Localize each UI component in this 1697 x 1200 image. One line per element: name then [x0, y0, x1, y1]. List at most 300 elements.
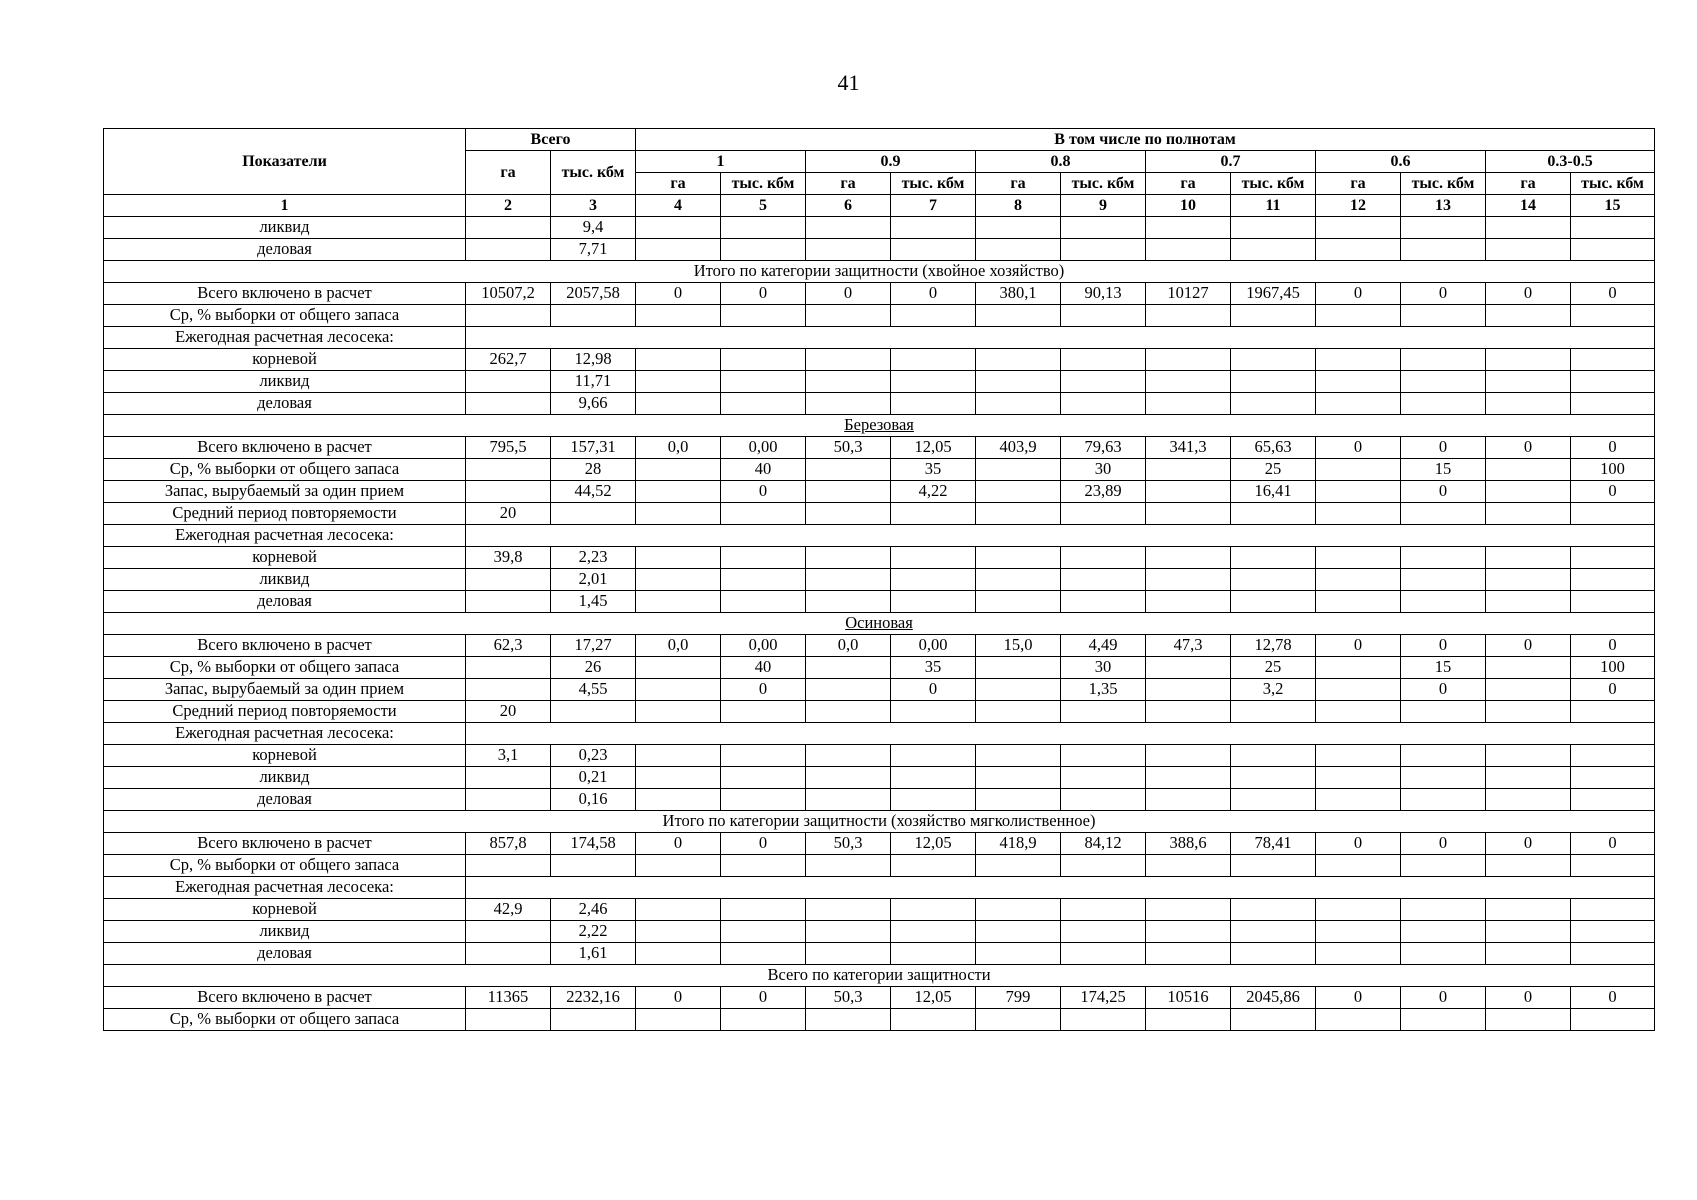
- table-cell: [806, 305, 891, 327]
- table-cell: [466, 1009, 551, 1031]
- table-cell: [1316, 569, 1401, 591]
- table-cell: [1571, 305, 1655, 327]
- table-cell: [976, 547, 1061, 569]
- table-cell: [976, 943, 1061, 965]
- table-cell: 26: [551, 657, 636, 679]
- table-cell: 0,21: [551, 767, 636, 789]
- table-cell: 10127: [1146, 283, 1231, 305]
- table-row: [104, 459, 1655, 481]
- table-cell: 50,3: [806, 437, 891, 459]
- table-cell: [1146, 943, 1231, 965]
- table-cell: [1316, 371, 1401, 393]
- table-cell: 40: [721, 459, 806, 481]
- section-header-row: [104, 965, 1655, 987]
- table-cell: 403,9: [976, 437, 1061, 459]
- table-cell: [891, 503, 976, 525]
- col-number: 13: [1401, 195, 1486, 217]
- table-cell: [806, 481, 891, 503]
- header-tkbm: тыс. кбм: [1061, 173, 1146, 195]
- empty-span-cell: [466, 723, 1655, 745]
- table-row: [104, 503, 1655, 525]
- table-cell: [1401, 503, 1486, 525]
- table-cell: [1571, 767, 1655, 789]
- table-cell: [1486, 789, 1571, 811]
- table-cell: 12,78: [1231, 635, 1316, 657]
- table-row: [104, 679, 1655, 701]
- table-cell: [976, 745, 1061, 767]
- table-cell: 3,2: [1231, 679, 1316, 701]
- table-cell: 0: [1571, 283, 1655, 305]
- table-cell: [636, 459, 721, 481]
- table-cell: [806, 503, 891, 525]
- table-cell: [721, 305, 806, 327]
- table-body: [104, 217, 1655, 1031]
- row-label: Всего включено в расчет: [104, 437, 466, 459]
- table-cell: 20: [466, 503, 551, 525]
- row-label: Ежегодная расчетная лесосека:: [104, 877, 466, 899]
- section-title: [104, 965, 1655, 987]
- table-cell: 0: [1401, 283, 1486, 305]
- table-cell: [1316, 591, 1401, 613]
- table-cell: [1146, 789, 1231, 811]
- table-cell: [1316, 701, 1401, 723]
- row-label: ликвид: [104, 767, 466, 789]
- table-cell: [1231, 943, 1316, 965]
- row-label: Всего включено в расчет: [104, 987, 466, 1009]
- table-row: [104, 591, 1655, 613]
- empty-span-cell: [466, 327, 1655, 349]
- table-cell: 388,6: [1146, 833, 1231, 855]
- table-cell: [1061, 767, 1146, 789]
- table-cell: [976, 239, 1061, 261]
- table-cell: [1401, 701, 1486, 723]
- table-row: [104, 789, 1655, 811]
- table-cell: 0: [636, 987, 721, 1009]
- table-cell: 0: [1571, 635, 1655, 657]
- table-cell: [1486, 943, 1571, 965]
- table-cell: [891, 1009, 976, 1031]
- table-row: [104, 767, 1655, 789]
- table-cell: [806, 921, 891, 943]
- table-cell: 50,3: [806, 987, 891, 1009]
- table-cell: [1486, 305, 1571, 327]
- header-density: 0.7: [1146, 151, 1316, 173]
- table-cell: [1571, 371, 1655, 393]
- row-label: деловая: [104, 239, 466, 261]
- table-cell: [1486, 657, 1571, 679]
- table-cell: [1486, 679, 1571, 701]
- table-cell: [466, 305, 551, 327]
- table-cell: [1061, 503, 1146, 525]
- table-cell: [1061, 547, 1146, 569]
- row-label: Ср, % выборки от общего запаса: [104, 459, 466, 481]
- table-cell: [551, 1009, 636, 1031]
- table-cell: [1571, 503, 1655, 525]
- table-cell: [1146, 503, 1231, 525]
- row-label: Запас, вырубаемый за один прием: [104, 481, 466, 503]
- table-cell: 0: [1401, 481, 1486, 503]
- table-cell: [891, 921, 976, 943]
- table-cell: [1061, 899, 1146, 921]
- table-cell: [1061, 855, 1146, 877]
- table-row: [104, 569, 1655, 591]
- table-cell: [1146, 481, 1231, 503]
- table-cell: [636, 789, 721, 811]
- table-cell: [1571, 393, 1655, 415]
- col-number: 4: [636, 195, 721, 217]
- table-cell: [1571, 701, 1655, 723]
- header-total-ha: га: [466, 151, 551, 195]
- table-cell: [976, 767, 1061, 789]
- table-cell: [721, 1009, 806, 1031]
- table-cell: [976, 899, 1061, 921]
- table-cell: [1571, 239, 1655, 261]
- table-cell: 0: [1401, 635, 1486, 657]
- table-cell: [1231, 547, 1316, 569]
- table-header: [104, 129, 1655, 217]
- section-header-row: [104, 415, 1655, 437]
- header-tkbm: тыс. кбм: [891, 173, 976, 195]
- section-title-text: Итого по категории защитности (хозяйство мягколиственное): [662, 811, 1096, 831]
- table-cell: [1571, 349, 1655, 371]
- section-title: [104, 415, 1655, 437]
- header-ha: га: [1316, 173, 1401, 195]
- table-cell: 84,12: [1061, 833, 1146, 855]
- table-cell: [1231, 569, 1316, 591]
- table-cell: [976, 305, 1061, 327]
- table-cell: 65,63: [1231, 437, 1316, 459]
- table-cell: 4,55: [551, 679, 636, 701]
- table-cell: 0: [721, 283, 806, 305]
- table-cell: [636, 305, 721, 327]
- header-tkbm: тыс. кбм: [1231, 173, 1316, 195]
- table-cell: [1316, 679, 1401, 701]
- table-cell: [466, 459, 551, 481]
- table-cell: 0,00: [721, 635, 806, 657]
- table-cell: 25: [1231, 459, 1316, 481]
- table-cell: [1146, 349, 1231, 371]
- table-cell: 7,71: [551, 239, 636, 261]
- table-cell: [806, 459, 891, 481]
- table-cell: 1,61: [551, 943, 636, 965]
- table-cell: [1231, 789, 1316, 811]
- row-label: Ежегодная расчетная лесосека:: [104, 525, 466, 547]
- col-number: 9: [1061, 195, 1146, 217]
- row-label: Ср, % выборки от общего запаса: [104, 657, 466, 679]
- col-number: 1: [104, 195, 466, 217]
- table-cell: [466, 239, 551, 261]
- table-cell: 0: [1486, 833, 1571, 855]
- table-cell: [1486, 569, 1571, 591]
- table-cell: [976, 371, 1061, 393]
- table-cell: [1571, 569, 1655, 591]
- table-cell: [1231, 767, 1316, 789]
- table-cell: [721, 217, 806, 239]
- table-cell: [1061, 305, 1146, 327]
- table-cell: 20: [466, 701, 551, 723]
- table-cell: [721, 393, 806, 415]
- table-cell: [1401, 899, 1486, 921]
- table-cell: 17,27: [551, 635, 636, 657]
- table-cell: [466, 679, 551, 701]
- table-cell: [636, 745, 721, 767]
- table-cell: 2,23: [551, 547, 636, 569]
- table-cell: [721, 371, 806, 393]
- header-tkbm: тыс. кбм: [1571, 173, 1655, 195]
- table-cell: 11365: [466, 987, 551, 1009]
- table-cell: [891, 943, 976, 965]
- table-cell: [891, 349, 976, 371]
- table-cell: 2,46: [551, 899, 636, 921]
- table-row: [104, 745, 1655, 767]
- table-cell: [721, 569, 806, 591]
- row-label: деловая: [104, 591, 466, 613]
- section-title: [104, 811, 1655, 833]
- table-cell: 0: [806, 283, 891, 305]
- table-cell: [636, 921, 721, 943]
- table-row: [104, 371, 1655, 393]
- table-cell: [1146, 745, 1231, 767]
- table-cell: [636, 547, 721, 569]
- table-cell: [1571, 789, 1655, 811]
- table-cell: 2057,58: [551, 283, 636, 305]
- row-label: Всего включено в расчет: [104, 833, 466, 855]
- header-tkbm: тыс. кбм: [721, 173, 806, 195]
- table-cell: 100: [1571, 657, 1655, 679]
- row-label: Средний период повторяемости: [104, 503, 466, 525]
- table-row: [104, 833, 1655, 855]
- table-cell: 15: [1401, 657, 1486, 679]
- table-cell: 0,00: [721, 437, 806, 459]
- table-row: [104, 1009, 1655, 1031]
- table-cell: [891, 855, 976, 877]
- table-cell: [1061, 921, 1146, 943]
- table-cell: 12,05: [891, 437, 976, 459]
- row-label: Ср, % выборки от общего запаса: [104, 1009, 466, 1031]
- table-cell: 100: [1571, 459, 1655, 481]
- table-cell: [1571, 591, 1655, 613]
- table-cell: [1316, 789, 1401, 811]
- table-cell: [976, 679, 1061, 701]
- table-cell: [976, 393, 1061, 415]
- table-cell: [1231, 921, 1316, 943]
- table-cell: [1316, 349, 1401, 371]
- table-cell: [1316, 481, 1401, 503]
- table-cell: [1146, 855, 1231, 877]
- table-cell: [806, 1009, 891, 1031]
- table-cell: [1571, 547, 1655, 569]
- row-label: Запас, вырубаемый за один прием: [104, 679, 466, 701]
- table-cell: [1316, 745, 1401, 767]
- table-row: [104, 635, 1655, 657]
- section-title: [104, 261, 1655, 283]
- table-cell: 0: [1401, 833, 1486, 855]
- table-cell: [551, 701, 636, 723]
- table-cell: [806, 789, 891, 811]
- table-cell: [976, 569, 1061, 591]
- table-cell: 50,3: [806, 833, 891, 855]
- section-header-row: [104, 261, 1655, 283]
- table-cell: [721, 899, 806, 921]
- table-cell: [466, 591, 551, 613]
- table-row: [104, 921, 1655, 943]
- table-cell: [1571, 217, 1655, 239]
- table-cell: [806, 855, 891, 877]
- table-cell: [636, 899, 721, 921]
- table-cell: [721, 349, 806, 371]
- table-cell: [636, 767, 721, 789]
- table-cell: [466, 371, 551, 393]
- table-cell: 799: [976, 987, 1061, 1009]
- table-cell: [806, 943, 891, 965]
- table-cell: [891, 547, 976, 569]
- table-cell: 0,0: [636, 437, 721, 459]
- row-label: Ср, % выборки от общего запаса: [104, 855, 466, 877]
- table-cell: [1146, 239, 1231, 261]
- table-cell: [806, 569, 891, 591]
- table-cell: 0: [1571, 679, 1655, 701]
- subheading-row: [104, 327, 1655, 349]
- table-cell: [1486, 217, 1571, 239]
- section-title-text: Осиновая: [845, 613, 913, 633]
- table-cell: [891, 217, 976, 239]
- table-cell: 262,7: [466, 349, 551, 371]
- table-cell: [976, 217, 1061, 239]
- table-cell: [1231, 393, 1316, 415]
- table-cell: [1146, 1009, 1231, 1031]
- header-tkbm: тыс. кбм: [1401, 173, 1486, 195]
- table-cell: [976, 855, 1061, 877]
- table-cell: [1486, 855, 1571, 877]
- table-cell: [1486, 371, 1571, 393]
- col-number: 2: [466, 195, 551, 217]
- row-label: Средний период повторяемости: [104, 701, 466, 723]
- table-cell: [1401, 393, 1486, 415]
- table-cell: 2,22: [551, 921, 636, 943]
- table-row: [104, 547, 1655, 569]
- table-cell: 0: [721, 481, 806, 503]
- table-cell: [1146, 569, 1231, 591]
- table-cell: [806, 657, 891, 679]
- table-row: [104, 283, 1655, 305]
- table-cell: [636, 371, 721, 393]
- table-cell: [721, 503, 806, 525]
- table-cell: [466, 921, 551, 943]
- table-cell: 44,52: [551, 481, 636, 503]
- table-cell: 174,25: [1061, 987, 1146, 1009]
- table-cell: 857,8: [466, 833, 551, 855]
- table-cell: 0: [1486, 283, 1571, 305]
- table-cell: [1486, 1009, 1571, 1031]
- table-cell: [1061, 371, 1146, 393]
- row-label: корневой: [104, 745, 466, 767]
- table-cell: [466, 943, 551, 965]
- table-cell: 0: [1571, 437, 1655, 459]
- header-total: Всего: [466, 129, 636, 151]
- table-cell: [1486, 349, 1571, 371]
- table-cell: [1231, 1009, 1316, 1031]
- table-cell: 174,58: [551, 833, 636, 855]
- table-cell: [806, 239, 891, 261]
- empty-span-cell: [466, 877, 1655, 899]
- col-number: 12: [1316, 195, 1401, 217]
- table-cell: 9,4: [551, 217, 636, 239]
- table-cell: [636, 701, 721, 723]
- table-cell: [1571, 855, 1655, 877]
- col-number: 8: [976, 195, 1061, 217]
- table-cell: [891, 305, 976, 327]
- table-cell: [1231, 239, 1316, 261]
- table-cell: [1231, 855, 1316, 877]
- table-cell: [551, 855, 636, 877]
- table-cell: [891, 569, 976, 591]
- table-row: [104, 987, 1655, 1009]
- table-cell: 0: [1571, 481, 1655, 503]
- table-cell: [1231, 349, 1316, 371]
- table-cell: [636, 217, 721, 239]
- table-cell: [636, 591, 721, 613]
- table-cell: [1231, 899, 1316, 921]
- table-cell: [1401, 591, 1486, 613]
- header-ha: га: [636, 173, 721, 195]
- table-cell: 380,1: [976, 283, 1061, 305]
- table-cell: [891, 789, 976, 811]
- table-cell: 11,71: [551, 371, 636, 393]
- header-ha: га: [806, 173, 891, 195]
- table-cell: [1401, 239, 1486, 261]
- table-cell: [1316, 1009, 1401, 1031]
- table-cell: [1146, 459, 1231, 481]
- table-cell: [551, 305, 636, 327]
- table-cell: 0: [1401, 987, 1486, 1009]
- table-cell: [1401, 217, 1486, 239]
- table-cell: [1486, 921, 1571, 943]
- table-cell: [721, 921, 806, 943]
- table-cell: 0: [891, 679, 976, 701]
- table-cell: [1231, 701, 1316, 723]
- table-cell: 40: [721, 657, 806, 679]
- table-cell: 10516: [1146, 987, 1231, 1009]
- table-cell: 0: [891, 283, 976, 305]
- table-cell: [891, 767, 976, 789]
- empty-span-cell: [466, 525, 1655, 547]
- table-cell: 39,8: [466, 547, 551, 569]
- col-number: 11: [1231, 195, 1316, 217]
- table-cell: [1316, 657, 1401, 679]
- table-cell: [466, 569, 551, 591]
- table-cell: [1146, 767, 1231, 789]
- table-cell: [636, 657, 721, 679]
- table-cell: [1486, 745, 1571, 767]
- table-cell: [466, 855, 551, 877]
- row-label: Всего включено в расчет: [104, 635, 466, 657]
- table-row: [104, 217, 1655, 239]
- table-cell: [891, 591, 976, 613]
- table-cell: [1316, 305, 1401, 327]
- table-cell: [806, 767, 891, 789]
- table-row: [104, 349, 1655, 371]
- table-cell: [1401, 1009, 1486, 1031]
- col-number: 10: [1146, 195, 1231, 217]
- table-cell: [1486, 459, 1571, 481]
- table-cell: [1401, 789, 1486, 811]
- table-cell: [636, 239, 721, 261]
- table-cell: [1401, 349, 1486, 371]
- table-row: [104, 437, 1655, 459]
- table-cell: 1,45: [551, 591, 636, 613]
- table-cell: [1061, 239, 1146, 261]
- forest-density-table: [103, 128, 1655, 1031]
